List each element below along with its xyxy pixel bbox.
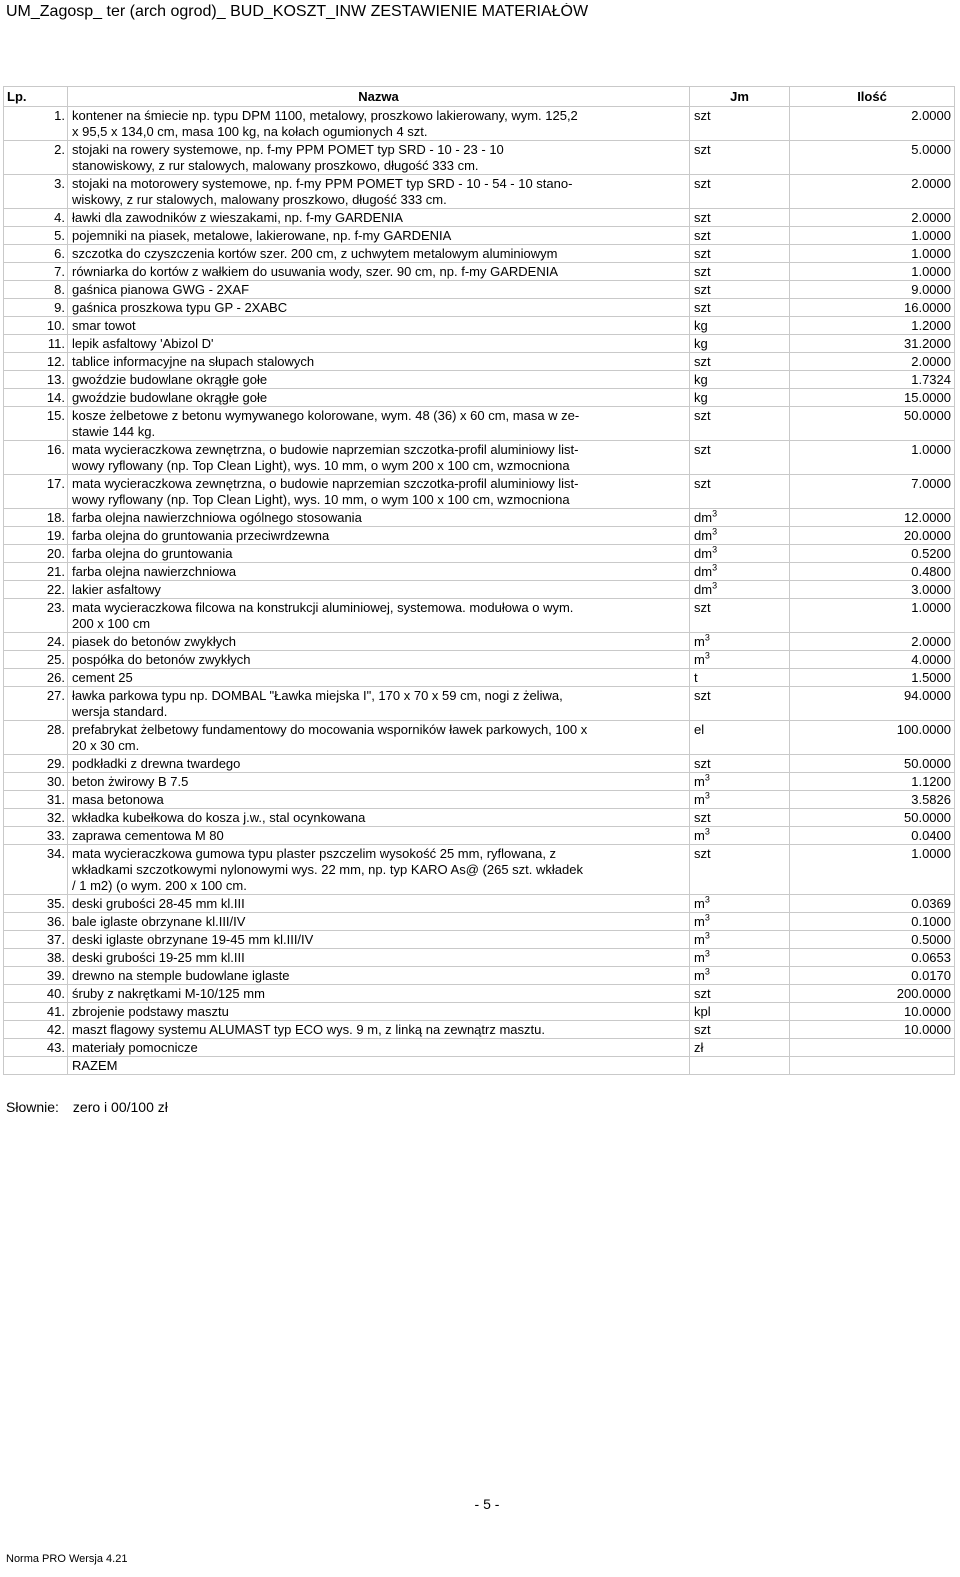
table-row xyxy=(4,563,955,581)
row-jm-base: szt xyxy=(694,408,711,423)
row-jm-exponent: 3 xyxy=(704,948,710,959)
row-jm-base: m xyxy=(694,652,705,667)
row-jm xyxy=(690,967,790,985)
row-lp: 27. xyxy=(4,687,68,721)
row-lp: 18. xyxy=(4,509,68,527)
row-name: farba olejna nawierzchniowa xyxy=(68,563,690,581)
row-jm-base: szt xyxy=(694,756,711,771)
row-jm-base: kg xyxy=(694,336,708,351)
row-name: piasek do betonów zwykłych xyxy=(68,633,690,651)
row-jm-base: szt xyxy=(694,142,711,157)
row-jm xyxy=(690,721,790,755)
row-lp: 36. xyxy=(4,913,68,931)
row-qty: 1.0000 xyxy=(790,263,955,281)
row-lp: 30. xyxy=(4,773,68,791)
row-name: zaprawa cementowa M 80 xyxy=(68,827,690,845)
row-jm xyxy=(690,527,790,545)
page-number: - 5 - xyxy=(474,1496,500,1512)
row-jm-base: szt xyxy=(694,986,711,1001)
row-lp: 35. xyxy=(4,895,68,913)
row-qty: 0.5200 xyxy=(790,545,955,563)
row-lp: 41. xyxy=(4,1003,68,1021)
row-lp: 7. xyxy=(4,263,68,281)
row-jm xyxy=(690,107,790,141)
row-name: prefabrykat żelbetowy fundamentowy do mocowania wsporników ławek parkowych, 100 x 20 x 30 cm. xyxy=(68,721,690,755)
row-qty: 12.0000 xyxy=(790,509,955,527)
row-jm-base: szt xyxy=(694,810,711,825)
row-jm-base: szt xyxy=(694,442,711,457)
row-qty: 20.0000 xyxy=(790,527,955,545)
row-jm xyxy=(690,407,790,441)
row-qty: 2.0000 xyxy=(790,353,955,371)
row-jm-base: kpl xyxy=(694,1004,711,1019)
table-row xyxy=(4,581,955,599)
row-jm-base: m xyxy=(694,792,705,807)
row-jm-base: m xyxy=(694,896,705,911)
row-name: pospółka do betonów zwykłych xyxy=(68,651,690,669)
table-row xyxy=(4,389,955,407)
row-jm xyxy=(690,931,790,949)
row-jm xyxy=(690,1039,790,1057)
row-qty xyxy=(790,1039,955,1057)
table-row xyxy=(4,107,955,141)
row-qty: 4.0000 xyxy=(790,651,955,669)
row-jm-exponent: 3 xyxy=(704,632,710,643)
row-name: pojemniki na piasek, metalowe, lakierowane, np. f-my GARDENIA xyxy=(68,227,690,245)
row-jm-base: kg xyxy=(694,390,708,405)
materials-table xyxy=(3,86,955,1075)
row-jm xyxy=(690,509,790,527)
row-name: bale iglaste obrzynane kl.III/IV xyxy=(68,913,690,931)
row-lp: 2. xyxy=(4,141,68,175)
table-row xyxy=(4,441,955,475)
table-row xyxy=(4,281,955,299)
total-qty xyxy=(790,1057,955,1075)
row-qty: 0.5000 xyxy=(790,931,955,949)
row-lp: 22. xyxy=(4,581,68,599)
row-qty: 50.0000 xyxy=(790,755,955,773)
row-jm xyxy=(690,599,790,633)
row-lp: 10. xyxy=(4,317,68,335)
row-qty: 10.0000 xyxy=(790,1003,955,1021)
row-jm-base: szt xyxy=(694,228,711,243)
table-body xyxy=(4,107,955,1075)
row-name: szczotka do czyszczenia kortów szer. 200 cm, z uchwytem metalowym aluminiowym xyxy=(68,245,690,263)
table-row xyxy=(4,755,955,773)
row-lp: 15. xyxy=(4,407,68,441)
row-jm-base: szt xyxy=(694,600,711,615)
table-row xyxy=(4,845,955,895)
row-jm-base: zł xyxy=(694,1040,704,1055)
row-jm-base: szt xyxy=(694,108,711,123)
row-qty: 1.1200 xyxy=(790,773,955,791)
row-name: podkładki z drewna twardego xyxy=(68,755,690,773)
table-row xyxy=(4,651,955,669)
table-row xyxy=(4,1003,955,1021)
row-qty: 3.5826 xyxy=(790,791,955,809)
row-qty: 1.0000 xyxy=(790,245,955,263)
row-qty: 1.0000 xyxy=(790,599,955,633)
table-row xyxy=(4,141,955,175)
row-lp: 24. xyxy=(4,633,68,651)
row-qty: 3.0000 xyxy=(790,581,955,599)
row-lp: 14. xyxy=(4,389,68,407)
row-lp: 11. xyxy=(4,335,68,353)
row-qty: 0.0653 xyxy=(790,949,955,967)
row-name: mata wycieraczkowa zewnętrzna, o budowie naprzemian szczotka-profil aluminiowy list- wowy ryflowany (np. Top Clean Light), wys. 10 mm, o wym 200 x 100 cm, wzmocniona xyxy=(68,441,690,475)
row-lp: 1. xyxy=(4,107,68,141)
row-name: mata wycieraczkowa zewnętrzna, o budowie naprzemian szczotka-profil aluminiowy list- wowy ryflowany (np. Top Clean Light), wys. 10 mm, o wym 100 x 100 cm, wzmocniona xyxy=(68,475,690,509)
row-jm xyxy=(690,563,790,581)
row-jm xyxy=(690,809,790,827)
total-lp xyxy=(4,1057,68,1075)
row-jm xyxy=(690,895,790,913)
row-jm-exponent: 3 xyxy=(704,772,710,783)
row-jm-base: szt xyxy=(694,476,711,491)
table-row xyxy=(4,895,955,913)
row-lp: 16. xyxy=(4,441,68,475)
row-name: kontener na śmiecie np. typu DPM 1100, metalowy, proszkowo lakierowany, wym. 125,2 x 95,5 x 134,0 cm, masa 100 kg, na kołach ogumionych 4 szt. xyxy=(68,107,690,141)
row-jm xyxy=(690,773,790,791)
table-row xyxy=(4,527,955,545)
row-jm-base: szt xyxy=(694,176,711,191)
row-jm xyxy=(690,1003,790,1021)
row-jm xyxy=(690,845,790,895)
row-lp: 19. xyxy=(4,527,68,545)
words-value: zero i 00/100 zł xyxy=(72,1099,168,1115)
row-qty: 1.2000 xyxy=(790,317,955,335)
table-row xyxy=(4,475,955,509)
row-lp: 8. xyxy=(4,281,68,299)
table-row xyxy=(4,545,955,563)
row-qty: 50.0000 xyxy=(790,407,955,441)
row-jm xyxy=(690,791,790,809)
table-row xyxy=(4,227,955,245)
row-jm-base: kg xyxy=(694,318,708,333)
row-name: lepik asfaltowy 'Abizol D' xyxy=(68,335,690,353)
row-lp: 28. xyxy=(4,721,68,755)
row-jm-exponent: 3 xyxy=(704,650,710,661)
table-header-row xyxy=(4,87,955,107)
row-name: gwoździe budowlane okrągłe gołe xyxy=(68,371,690,389)
row-jm xyxy=(690,281,790,299)
row-name: maszt flagowy systemu ALUMAST typ ECO wys. 9 m, z linką na zewnątrz masztu. xyxy=(68,1021,690,1039)
row-name: farba olejna do gruntowania xyxy=(68,545,690,563)
table-row xyxy=(4,407,955,441)
row-qty: 1.0000 xyxy=(790,441,955,475)
table-row xyxy=(4,949,955,967)
table-row xyxy=(4,1021,955,1039)
total-label: RAZEM xyxy=(68,1057,690,1075)
row-jm-base: dm xyxy=(694,546,713,561)
table-row xyxy=(4,335,955,353)
row-lp: 42. xyxy=(4,1021,68,1039)
table-row xyxy=(4,317,955,335)
table-row xyxy=(4,1039,955,1057)
row-qty: 1.0000 xyxy=(790,227,955,245)
row-name: zbrojenie podstawy masztu xyxy=(68,1003,690,1021)
row-name: deski grubości 19-25 mm kl.III xyxy=(68,949,690,967)
row-lp: 32. xyxy=(4,809,68,827)
row-jm-exponent: 3 xyxy=(712,508,718,519)
table-row xyxy=(4,985,955,1003)
row-jm-exponent: 3 xyxy=(704,930,710,941)
row-jm xyxy=(690,633,790,651)
row-name: mata wycieraczkowa filcowa na konstrukcji aluminiowej, systemowa. modułowa o wym. 200 x 100 cm xyxy=(68,599,690,633)
row-jm-exponent: 3 xyxy=(704,966,710,977)
row-jm-exponent: 3 xyxy=(704,894,710,905)
row-jm xyxy=(690,175,790,209)
row-qty: 1.0000 xyxy=(790,845,955,895)
row-name: stojaki na motorowery systemowe, np. f-my PPM POMET typ SRD - 10 - 54 - 10 stano- wiskowy, z rur stalowych, malowany proszkowo, długość 333 cm. xyxy=(68,175,690,209)
row-qty: 0.1000 xyxy=(790,913,955,931)
row-name: farba olejna do gruntowania przeciwrdzewna xyxy=(68,527,690,545)
row-jm-base: dm xyxy=(694,528,713,543)
row-jm-base: szt xyxy=(694,846,711,861)
row-name: materiały pomocnicze xyxy=(68,1039,690,1057)
row-name: wkładka kubełkowa do kosza j.w., stal ocynkowana xyxy=(68,809,690,827)
row-jm xyxy=(690,141,790,175)
row-qty: 5.0000 xyxy=(790,141,955,175)
row-jm xyxy=(690,299,790,317)
table-row xyxy=(4,721,955,755)
row-qty: 1.7324 xyxy=(790,371,955,389)
row-lp: 12. xyxy=(4,353,68,371)
row-jm xyxy=(690,913,790,931)
row-jm-exponent: 3 xyxy=(704,790,710,801)
row-lp: 6. xyxy=(4,245,68,263)
row-qty: 7.0000 xyxy=(790,475,955,509)
row-jm xyxy=(690,245,790,263)
row-jm-base: dm xyxy=(694,564,713,579)
row-name: deski grubości 28-45 mm kl.III xyxy=(68,895,690,913)
row-jm-base: szt xyxy=(694,300,711,315)
row-jm-base: kg xyxy=(694,372,708,387)
row-jm xyxy=(690,389,790,407)
row-lp: 40. xyxy=(4,985,68,1003)
row-qty: 50.0000 xyxy=(790,809,955,827)
row-jm-base: el xyxy=(694,722,705,737)
row-lp: 5. xyxy=(4,227,68,245)
row-lp: 37. xyxy=(4,931,68,949)
row-qty: 94.0000 xyxy=(790,687,955,721)
row-jm xyxy=(690,545,790,563)
row-jm-base: dm xyxy=(694,582,713,597)
row-lp: 26. xyxy=(4,669,68,687)
row-jm-base: m xyxy=(694,950,705,965)
row-jm-exponent: 3 xyxy=(704,912,710,923)
row-jm-base: m xyxy=(694,634,705,649)
table-row xyxy=(4,209,955,227)
amount-in-words xyxy=(6,1099,168,1115)
table-row xyxy=(4,967,955,985)
row-jm-base: m xyxy=(694,914,705,929)
table-row xyxy=(4,263,955,281)
row-name: równiarka do kortów z wałkiem do usuwania wody, szer. 90 cm, np. f-my GARDENIA xyxy=(68,263,690,281)
row-jm xyxy=(690,985,790,1003)
row-qty: 0.0400 xyxy=(790,827,955,845)
table-row xyxy=(4,931,955,949)
row-jm xyxy=(690,441,790,475)
row-jm xyxy=(690,949,790,967)
row-qty: 9.0000 xyxy=(790,281,955,299)
row-jm-base: m xyxy=(694,968,705,983)
table-row xyxy=(4,175,955,209)
row-jm xyxy=(690,1021,790,1039)
row-jm xyxy=(690,651,790,669)
document-title: UM_Zagosp_ ter (arch ogrod)_ BUD_KOSZT_INW ZESTAWIENIE MATERIAŁÓW xyxy=(6,3,589,20)
row-name: cement 25 xyxy=(68,669,690,687)
software-footer: Norma PRO Wersja 4.21 xyxy=(6,1553,128,1565)
row-qty: 16.0000 xyxy=(790,299,955,317)
row-lp: 17. xyxy=(4,475,68,509)
table-row xyxy=(4,299,955,317)
row-jm xyxy=(690,353,790,371)
row-name: drewno na stemple budowlane iglaste xyxy=(68,967,690,985)
row-jm-base: szt xyxy=(694,282,711,297)
row-name: śruby z nakrętkami M-10/125 mm xyxy=(68,985,690,1003)
row-lp: 31. xyxy=(4,791,68,809)
row-jm-base: szt xyxy=(694,1022,711,1037)
table-row xyxy=(4,509,955,527)
row-name: beton żwirowy B 7.5 xyxy=(68,773,690,791)
row-qty: 10.0000 xyxy=(790,1021,955,1039)
row-jm-base: szt xyxy=(694,354,711,369)
header-lp: Lp. xyxy=(4,87,68,107)
row-name: deski iglaste obrzynane 19-45 mm kl.III/IV xyxy=(68,931,690,949)
row-name: mata wycieraczkowa gumowa typu plaster pszczelim wysokość 25 mm, ryflowana, z wkładkami szczotkowymi nylonowymi wys. 22 mm, np. typ KARO As@ (265 szt. wkładek / 1 m2) (o wym. 200 x 100 cm. xyxy=(68,845,690,895)
total-row xyxy=(4,1057,955,1075)
table-row xyxy=(4,913,955,931)
table-row xyxy=(4,669,955,687)
table-row xyxy=(4,353,955,371)
header-jm: Jm xyxy=(690,87,790,107)
row-lp: 33. xyxy=(4,827,68,845)
row-lp: 25. xyxy=(4,651,68,669)
row-jm xyxy=(690,581,790,599)
row-name: lakier asfaltowy xyxy=(68,581,690,599)
row-jm xyxy=(690,475,790,509)
row-lp: 20. xyxy=(4,545,68,563)
row-jm xyxy=(690,317,790,335)
table-row xyxy=(4,809,955,827)
row-jm xyxy=(690,227,790,245)
row-qty: 2.0000 xyxy=(790,107,955,141)
table-row xyxy=(4,245,955,263)
row-qty: 15.0000 xyxy=(790,389,955,407)
row-jm xyxy=(690,263,790,281)
table-row xyxy=(4,773,955,791)
table-row xyxy=(4,371,955,389)
table-row xyxy=(4,599,955,633)
row-jm-base: dm xyxy=(694,510,713,525)
row-lp: 21. xyxy=(4,563,68,581)
row-jm-base: t xyxy=(694,670,698,685)
row-qty: 2.0000 xyxy=(790,633,955,651)
row-name: masa betonowa xyxy=(68,791,690,809)
words-label: Słownie: xyxy=(6,1099,59,1115)
row-name: gaśnica proszkowa typu GP - 2XABC xyxy=(68,299,690,317)
row-jm-exponent: 3 xyxy=(704,826,710,837)
row-jm xyxy=(690,371,790,389)
row-qty: 2.0000 xyxy=(790,209,955,227)
row-name: kosze żelbetowe z betonu wymywanego kolorowane, wym. 48 (36) x 60 cm, masa w ze- stawie 144 kg. xyxy=(68,407,690,441)
row-name: ławki dla zawodników z wieszakami, np. f-my GARDENIA xyxy=(68,209,690,227)
row-lp: 4. xyxy=(4,209,68,227)
header-qty: Ilość xyxy=(790,87,955,107)
row-qty: 0.4800 xyxy=(790,563,955,581)
table-row xyxy=(4,791,955,809)
row-name: tablice informacyjne na słupach stalowych xyxy=(68,353,690,371)
row-name: ławka parkowa typu np. DOMBAL "Ławka miejska I", 170 x 70 x 59 cm, nogi z żeliwa, wersja standard. xyxy=(68,687,690,721)
total-jm xyxy=(690,1057,790,1075)
row-qty: 0.0369 xyxy=(790,895,955,913)
row-jm-base: szt xyxy=(694,688,711,703)
row-jm xyxy=(690,669,790,687)
row-jm-base: m xyxy=(694,774,705,789)
row-lp: 23. xyxy=(4,599,68,633)
row-name: smar towot xyxy=(68,317,690,335)
table-row xyxy=(4,633,955,651)
row-jm xyxy=(690,827,790,845)
row-jm-exponent: 3 xyxy=(712,526,718,537)
row-jm-base: szt xyxy=(694,246,711,261)
row-name: stojaki na rowery systemowe, np. f-my PPM POMET typ SRD - 10 - 23 - 10 stanowiskowy, z rur stalowych, malowany proszkowo, długość 333 cm. xyxy=(68,141,690,175)
row-lp: 3. xyxy=(4,175,68,209)
table-row xyxy=(4,827,955,845)
row-lp: 13. xyxy=(4,371,68,389)
header-name: Nazwa xyxy=(68,87,690,107)
row-lp: 43. xyxy=(4,1039,68,1057)
row-jm-base: szt xyxy=(694,210,711,225)
row-qty: 2.0000 xyxy=(790,175,955,209)
row-jm-exponent: 3 xyxy=(712,562,718,573)
row-jm-base: m xyxy=(694,932,705,947)
row-qty: 31.2000 xyxy=(790,335,955,353)
row-name: gaśnica pianowa GWG - 2XAF xyxy=(68,281,690,299)
row-jm xyxy=(690,755,790,773)
row-jm xyxy=(690,335,790,353)
row-qty: 200.0000 xyxy=(790,985,955,1003)
row-qty: 1.5000 xyxy=(790,669,955,687)
row-jm xyxy=(690,687,790,721)
table-row xyxy=(4,687,955,721)
row-jm-exponent: 3 xyxy=(712,544,718,555)
row-jm xyxy=(690,209,790,227)
row-qty: 0.0170 xyxy=(790,967,955,985)
row-lp: 9. xyxy=(4,299,68,317)
row-lp: 34. xyxy=(4,845,68,895)
row-jm-exponent: 3 xyxy=(712,580,718,591)
row-name: farba olejna nawierzchniowa ogólnego stosowania xyxy=(68,509,690,527)
row-jm-base: szt xyxy=(694,264,711,279)
row-name: gwoździe budowlane okrągłe gołe xyxy=(68,389,690,407)
row-lp: 29. xyxy=(4,755,68,773)
row-lp: 38. xyxy=(4,949,68,967)
row-qty: 100.0000 xyxy=(790,721,955,755)
row-jm-base: m xyxy=(694,828,705,843)
row-lp: 39. xyxy=(4,967,68,985)
